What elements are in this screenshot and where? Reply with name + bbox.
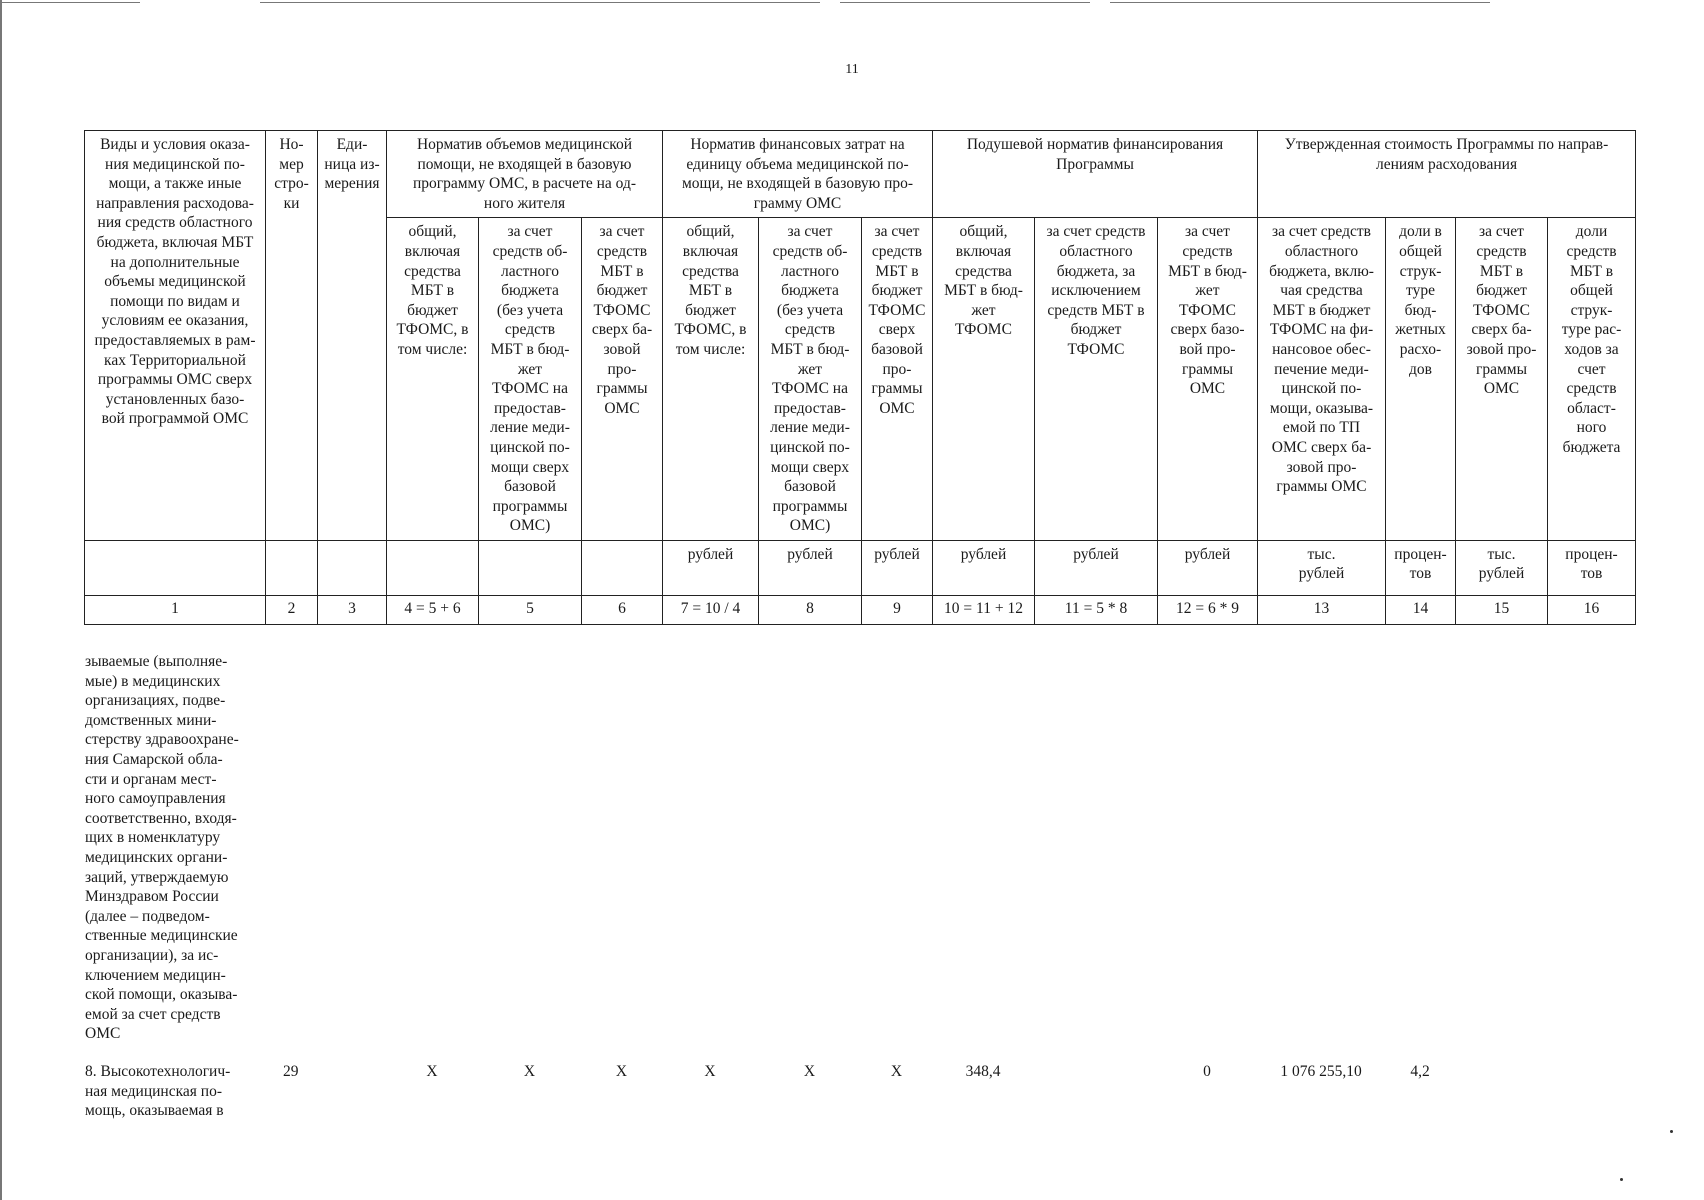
column-numbers-row (85, 595, 1636, 624)
column-number-cell: 11 = 5 * 8 (1035, 595, 1158, 624)
column-number-cell: 3 (318, 595, 387, 624)
header-line-number: Но- мер стро- ки (266, 131, 318, 541)
subheader-col-8: за счет средств об- ластного бюджета (без учета средств МБТ в бюд- жет ТФОМС на предостав- ление меди- цинской по- мощи сверх базовой программы ОМС) (759, 218, 862, 541)
column-number-cell: 7 = 10 / 4 (663, 595, 759, 624)
unit-cell: процен- тов (1386, 540, 1456, 595)
scan-artifact-line (1110, 2, 1490, 3)
row-8-col-5: X (523, 1063, 536, 1080)
unit-cell (387, 540, 479, 595)
units-row (85, 540, 1636, 595)
row-8-col-10: 348,4 (965, 1063, 1001, 1080)
scan-artifact-line (840, 2, 1090, 3)
unit-cell (318, 540, 387, 595)
unit-cell: рублей (759, 540, 862, 595)
column-number-cell: 16 (1548, 595, 1636, 624)
table-header-row (85, 131, 1636, 218)
column-number-cell: 12 = 6 * 9 (1158, 595, 1258, 624)
header-volume-standard: Норматив объемов медицинской помощи, не входящей в базовую программу ОМС, в расчете на од- ного жителя (387, 131, 663, 218)
row-8-col-9: X (890, 1063, 903, 1080)
column-number-cell: 15 (1456, 595, 1548, 624)
column-number-cell: 13 (1258, 595, 1386, 624)
scan-artifact-line (260, 2, 820, 3)
row-8-col-7: X (704, 1063, 716, 1080)
scan-artifact-line (0, 0, 2, 1200)
continuation-text: зываемые (выполняе- мые) в медицинских организациях, подве- домственных мини- стерству здравоохране- ния Самарской обла- сти и органам мест- ного самоуправления соответственно, входя- щих в номенклатуру медицинских органи- заций, утверждаемую Минздравом России (далее – подведом- ственные медицинские организации), за ис- ключением медицин- ской помощи, оказыва- емой за счет средств ОМС (85, 653, 239, 1043)
header-approved-cost: Утвержденная стоимость Программы по направ- лениям расходования (1258, 131, 1636, 218)
row-8-col-12: 0 (1203, 1063, 1211, 1080)
column-number-cell: 5 (479, 595, 582, 624)
subheader-col-14: доли в общей струк- туре бюд- жетных расхо- дов (1386, 218, 1456, 541)
header-unit: Еди- ница из- мерения (318, 131, 387, 541)
unit-cell (85, 540, 266, 595)
subheader-col-15: за счет средств МБТ в бюджет ТФОМС сверх ба- зовой про- граммы ОМС (1456, 218, 1548, 541)
column-number-cell: 1 (85, 595, 266, 624)
column-number-cell: 8 (759, 595, 862, 624)
unit-cell: рублей (862, 540, 933, 595)
unit-cell (266, 540, 318, 595)
subheader-col-13: за счет средств областного бюджета, вклю- чая средства МБТ в бюджет ТФОМС на фи- нансовое обес- печение меди- цинской по- мощи, оказыва- емой по ТП ОМС сверх ба- зовой про- граммы ОМС (1258, 218, 1386, 541)
unit-cell: рублей (663, 540, 759, 595)
unit-cell (479, 540, 582, 595)
row-8-col-6: X (615, 1063, 628, 1080)
unit-cell: тыс. рублей (1456, 540, 1548, 595)
subheader-col-16: доли средств МБТ в общей струк- туре рас- ходов за счет средств област- ного бюджета (1548, 218, 1636, 541)
page-number: 11 (845, 62, 859, 77)
subheader-col-5: за счет средств об- ластного бюджета (без учета средств МБТ в бюд- жет ТФОМС на предостав- ление меди- цинской по- мощи сверх базовой программы ОМС) (479, 218, 582, 541)
row-8-line-number: 29 (283, 1063, 299, 1080)
row-8-col-13: 1 076 255,10 (1280, 1063, 1362, 1080)
column-number-cell: 10 = 11 + 12 (933, 595, 1035, 624)
subheader-col-6: за счет средств МБТ в бюджет ТФОМС сверх ба- зовой про- граммы ОМС (582, 218, 663, 541)
unit-cell: рублей (1035, 540, 1158, 595)
column-number-cell: 4 = 5 + 6 (387, 595, 479, 624)
subheader-col-10: общий, включая средства МБТ в бюд- жет ТФОМС (933, 218, 1035, 541)
subheader-col-4: общий, включая средства МБТ в бюджет ТФОМС, в том числе: (387, 218, 479, 541)
unit-cell: рублей (1158, 540, 1258, 595)
column-number-cell: 2 (266, 595, 318, 624)
column-number-cell: 6 (582, 595, 663, 624)
row-8-label: 8. Высокотехнологич- ная медицинская по- мощь, оказываемая в (85, 1063, 231, 1120)
header-per-capita-standard: Подушевой норматив финансирования Программы (933, 131, 1258, 218)
unit-cell: тыс. рублей (1258, 540, 1386, 595)
row-8-col-14: 4,2 (1410, 1063, 1430, 1080)
program-cost-table (84, 130, 1636, 625)
column-number-cell: 14 (1386, 595, 1456, 624)
unit-cell: процен- тов (1548, 540, 1636, 595)
subheader-col-12: за счет средств МБТ в бюд- жет ТФОМС сверх базо- вой про- граммы ОМС (1158, 218, 1258, 541)
header-cost-standard: Норматив финансовых затрат на единицу объема медицинской по- мощи, не входящей в базовую про- грамму ОМС (663, 131, 933, 218)
header-kinds-of-care: Виды и условия оказа- ния медицинской по- мощи, а также иные направления расходова- ния средств областного бюджета, включая МБТ на дополнительные объемы медицинской помощи по видам и условиям ее оказания, предоставляемых в рам- ках Территориальной программы ОМС сверх установленных базо- вой программой ОМС (85, 131, 266, 541)
subheader-col-9: за счет средств МБТ в бюджет ТФОМС сверх базовой про- граммы ОМС (862, 218, 933, 541)
scan-artifact-line (0, 2, 140, 3)
scan-artifact-dot (1620, 1178, 1623, 1181)
unit-cell (582, 540, 663, 595)
row-8-col-4: X (426, 1063, 438, 1080)
column-number-cell: 9 (862, 595, 933, 624)
unit-cell: рублей (933, 540, 1035, 595)
scan-artifact-dot (1670, 1130, 1673, 1133)
subheader-col-7: общий, включая средства МБТ в бюджет ТФОМС, в том числе: (663, 218, 759, 541)
subheader-col-11: за счет средств областного бюджета, за исключением средств МБТ в бюджет ТФОМС (1035, 218, 1158, 541)
row-8-col-8: X (803, 1063, 816, 1080)
